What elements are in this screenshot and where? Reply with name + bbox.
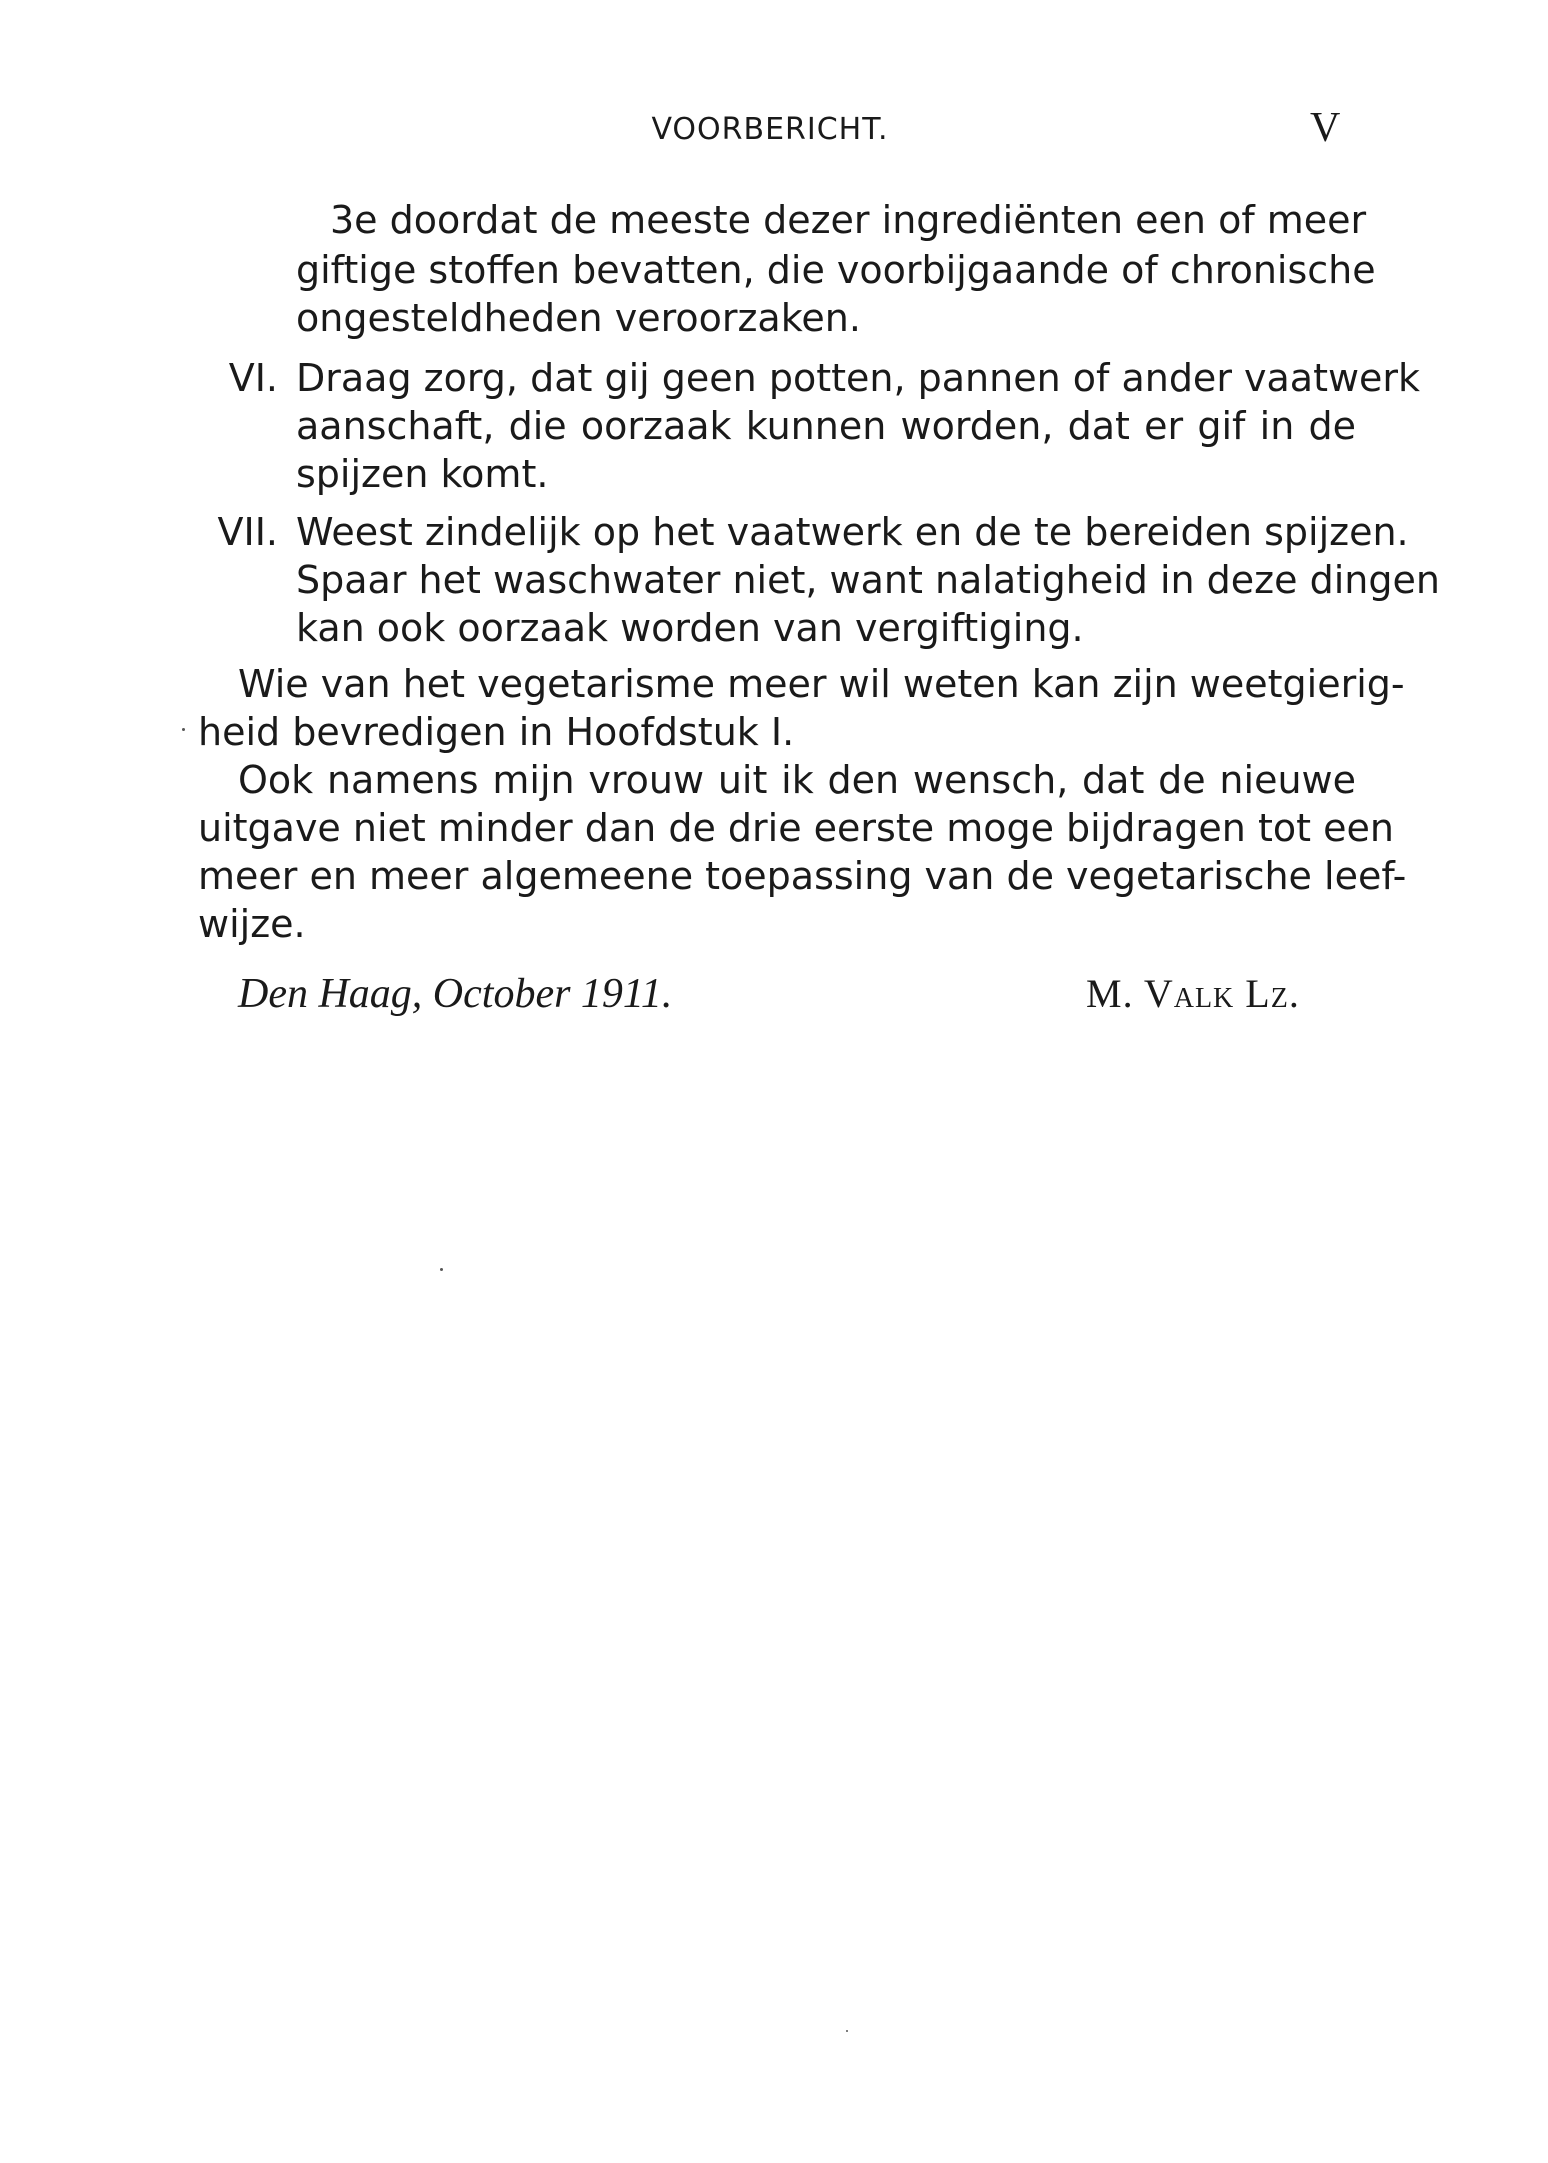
paragraph-2-line-2: uitgave niet minder dan de drie eerste moge bijdragen tot een — [198, 806, 1394, 850]
item-vi-line-3: spijzen komt. — [296, 452, 549, 496]
item-vii-line-3: kan ook oorzaak worden van vergiftiging. — [296, 606, 1084, 650]
scan-speck — [846, 2030, 848, 2032]
paragraph-1-line-2: heid bevredigen in Hoofdstuk I. — [198, 710, 795, 754]
scan-speck — [182, 728, 185, 731]
scan-speck — [440, 1268, 443, 1271]
item-vii-line-2: Spaar het waschwater niet, want nalatigheid in deze dingen — [296, 558, 1440, 602]
paragraph-2-line-4: wijze. — [198, 902, 306, 946]
item-vi-numeral: VI. — [228, 356, 278, 400]
item-vii-numeral: VII. — [217, 510, 278, 554]
item-3e-line-2: giftige stoffen bevatten, die voorbijgaande of chronische — [296, 248, 1376, 292]
item-vii-line-1: Weest zindelijk op het vaatwerk en de te bereiden spijzen. — [296, 510, 1409, 554]
item-3e-line-1: 3e doordat de meeste dezer ingrediënten een of meer — [330, 198, 1367, 242]
signoff-place-date: Den Haag, October 1911. — [238, 971, 673, 1017]
paragraph-2-line-3: meer en meer algemeene toepassing van de vegetarische leef- — [198, 854, 1407, 898]
item-vi-line-2: aanschaft, die oorzaak kunnen worden, dat er gif in de — [296, 404, 1356, 448]
signoff-author: M. Valk Lz. — [1086, 971, 1300, 1016]
paragraph-1-line-1: Wie van het vegetarisme meer wil weten kan zijn weetgierig- — [238, 662, 1405, 706]
page-number: V — [1310, 105, 1341, 151]
item-vi-line-1: Draag zorg, dat gij geen potten, pannen of ander vaatwerk — [296, 356, 1421, 400]
item-3e-line-3: ongesteldheden veroorzaken. — [296, 296, 861, 340]
running-title: VOORBERICHT. — [651, 112, 889, 147]
paragraph-2-line-1: Ook namens mijn vrouw uit ik den wensch, dat de nieuwe — [238, 758, 1356, 802]
